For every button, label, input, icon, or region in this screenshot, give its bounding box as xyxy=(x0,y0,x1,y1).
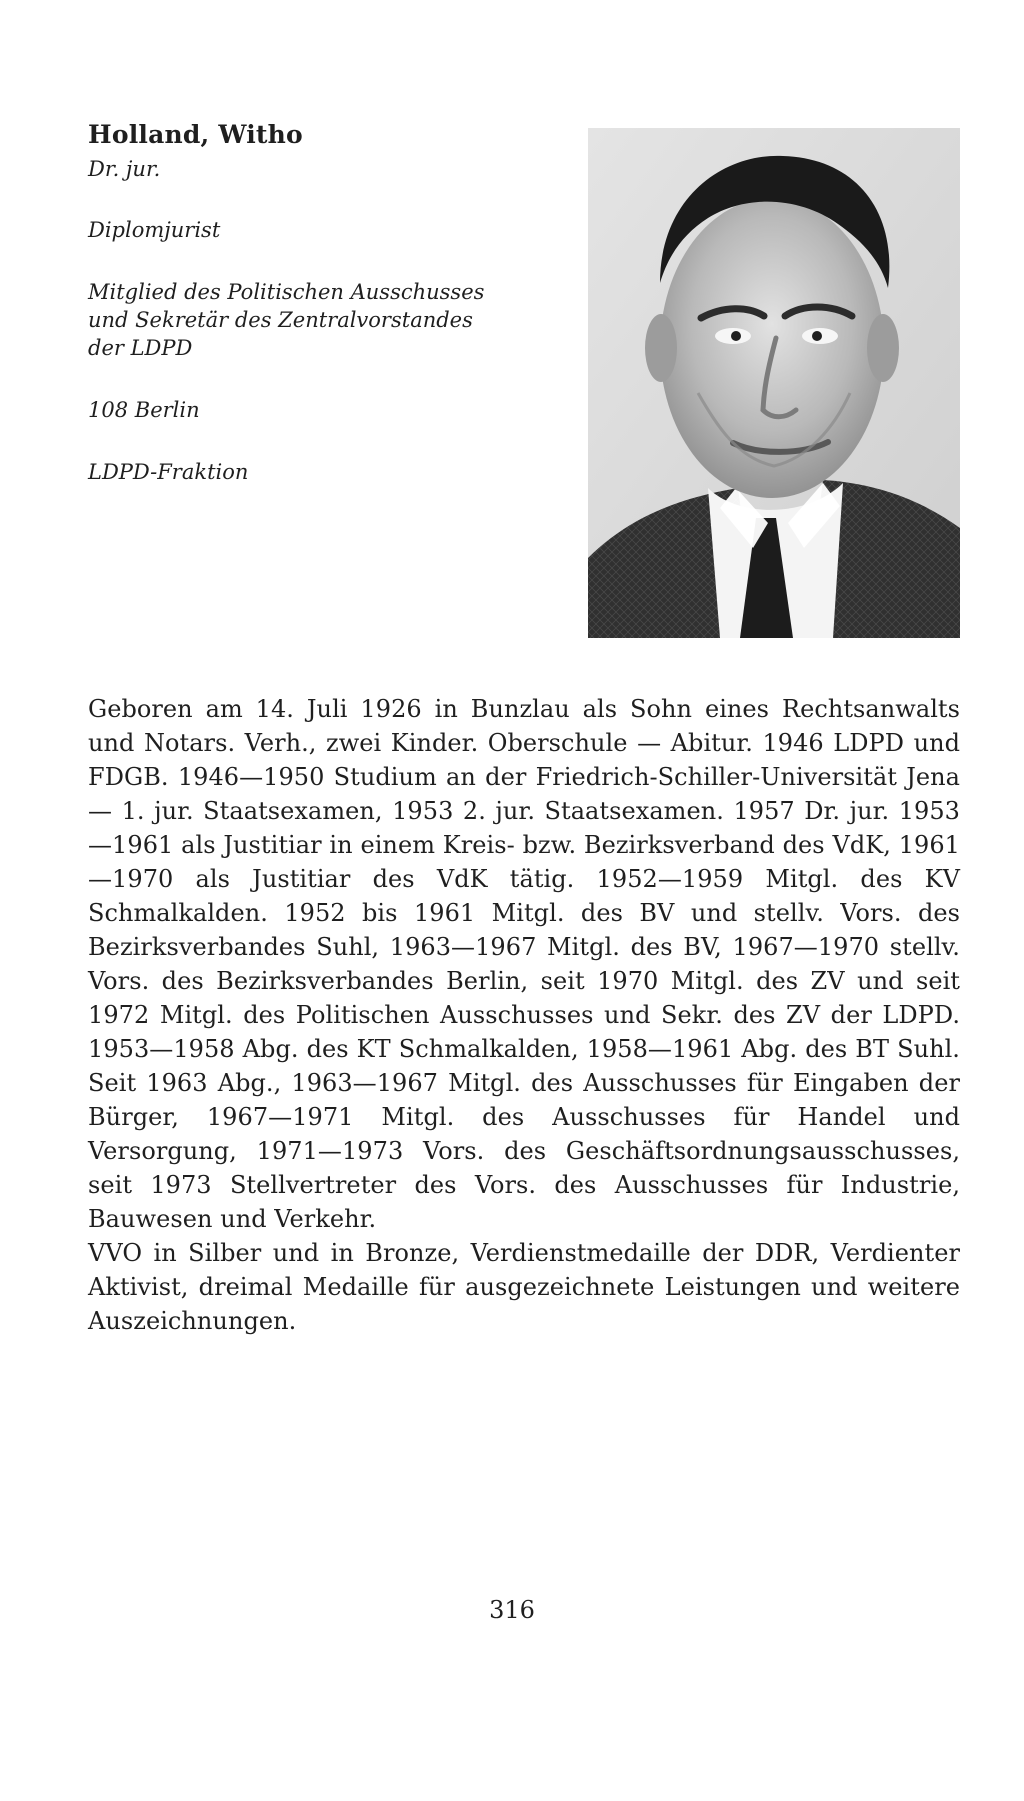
profile-header xyxy=(88,120,558,486)
role-description xyxy=(88,278,558,362)
role-line: und Sekretär des Zentralvorstandes xyxy=(88,308,473,332)
biography-paragraph: Geboren am 14. Juli 1926 in Bunzlau als Sohn eines Rechtsanwalts und Notars. Verh., zwei Kinder. Oberschule — Abitur. 1946 LDPD und FDGB. 1946—1950 Studium an der Friedrich-Schiller-Universität Jena — 1. jur. Staatsexamen, 1953 2. jur. Staatsexamen. 1957 Dr. jur. 1953—1961 als Justitiar in einem Kreis- bzw. Bezirksverband des VdK, 1961—1970 als Justitiar des VdK tätig. 1952—1959 Mitgl. des KV Schmalkalden. 1952 bis 1961 Mitgl. des BV und stellv. Vors. des Bezirksverbandes Suhl, 1963—1967 Mitgl. des BV, 1967—1970 stellv. Vors. des Bezirksverbandes Berlin, seit 1970 Mitgl. des ZV und seit 1972 Mitgl. des Politischen Ausschusses und Sekr. des ZV der LDPD. 1953—1958 Abg. des KT Schmalkalden, 1958—1961 Abg. des BT Suhl. Seit 1963 Abg., 1963—1967 Mitgl. des Ausschusses für Eingaben der Bürger, 1967—1971 Mitgl. des Ausschusses für Handel und Versorgung, 1971—1973 Vors. des Geschäftsordnungsausschusses, seit 1973 Stellvertreter des Vors. des Ausschusses für Industrie, Bauwesen und Verkehr. xyxy=(88,695,960,1233)
profession: Diplomjurist xyxy=(88,218,221,242)
person-name: Holland, Witho xyxy=(88,120,303,149)
academic-title: Dr. jur. xyxy=(88,157,161,181)
fraction: LDPD-Fraktion xyxy=(88,460,249,484)
portrait-photo xyxy=(588,128,960,638)
role-line: Mitglied des Politischen Ausschusses xyxy=(88,280,485,304)
portrait-icon xyxy=(588,128,960,638)
city: 108 Berlin xyxy=(88,398,200,422)
biography-paragraph: VVO in Silber und in Bronze, Verdienstmedaille der DDR, Verdienter Aktivist, dreimal Medaille für ausgezeichnete Leistungen und weitere Auszeichnungen. xyxy=(88,1239,960,1335)
role-line: der LDPD xyxy=(88,336,193,360)
biography-text xyxy=(88,692,960,1338)
page-number: 316 xyxy=(489,1596,535,1624)
